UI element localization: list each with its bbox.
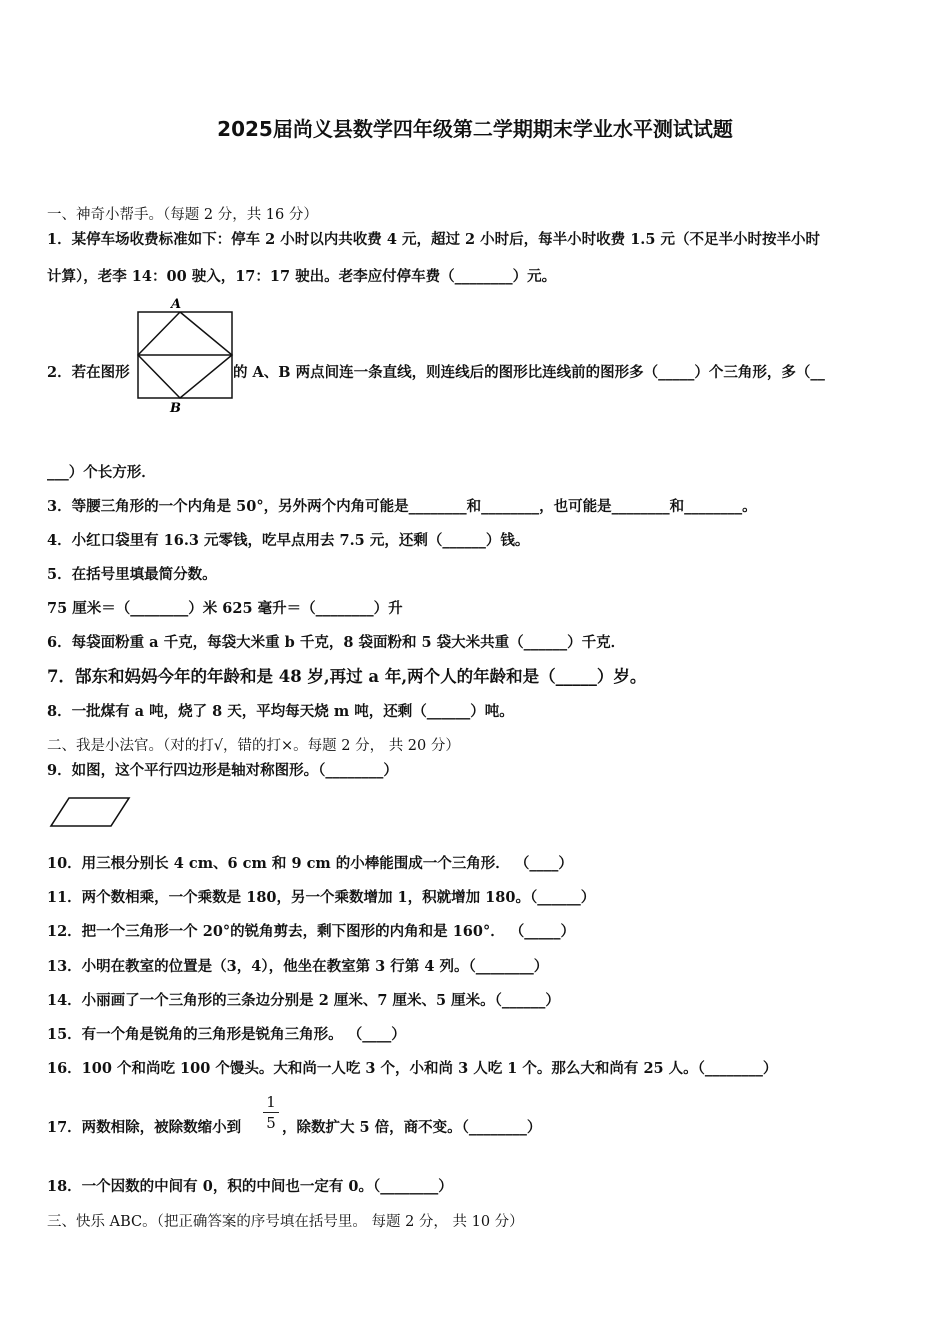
fraction-numerator: 1 [266,1093,276,1111]
parallelogram-figure [47,793,137,837]
question-2-line-2: ___）个长方形． [47,464,156,481]
fraction-one-fifth [263,1093,279,1132]
section-1-header: 一、神奇小帮手。（每题 2 分，共 16 分） [47,207,318,223]
question-5-sub: 75 厘米＝（________）米 625 毫升＝（________）升 [47,600,403,617]
question-12: 12．把一个三角形一个 20°的锐角剪去，剩下图形的内角和是 160°． （_____） [47,923,576,940]
question-2-prefix: 2．若在图形 [47,364,130,381]
question-5: 5．在括号里填最简分数。 [47,566,217,583]
question-14: 14．小丽画了一个三角形的三条边分别是 2 厘米、7 厘米、5 厘米。（______） [47,992,560,1009]
question-2-text: 的 A、B 两点间连一条直线，则连线后的图形比连线前的图形多（_____）个三角形，多（__ [233,364,825,381]
point-a-label: A [171,297,182,312]
rhombus-in-rectangle-figure [133,296,237,420]
question-4: 4．小红口袋里有 16.3 元零钱，吃早点用去 7.5 元，还剩（______）钱。 [47,532,530,549]
point-b-label: B [170,401,181,416]
section-2-header: 二、我是小法官。（对的打√，错的打×。每题 2 分， 共 20 分） [47,738,460,754]
question-13: 13．小明在教室的位置是（3，4），他坐在教室第 3 行第 4 列。（________） [47,958,549,975]
question-18: 18．一个因数的中间有 0，积的中间也一定有 0。（________） [47,1178,453,1195]
question-16: 16．100 个和尚吃 100 个馒头。大和尚一人吃 3 个，小和尚 3 人吃 1 个。那么大和尚有 25 人。（________） [47,1060,778,1077]
question-7: 7．郜东和妈妈今年的年龄和是 48 岁,再过 a 年,两个人的年龄和是（_____）岁。 [47,667,647,686]
question-17-prefix: 17．两数相除，被除数缩小到 [47,1119,242,1136]
question-15: 15．有一个角是锐角的三角形是锐角三角形。 （____） [47,1026,406,1043]
question-6: 6．每袋面粉重 a 千克，每袋大米重 b 千克，8 袋面粉和 5 袋大米共重（______）千克． [47,634,626,651]
question-10: 10．用三根分别长 4 cm、6 cm 和 9 cm 的小棒能围成一个三角形． （____） [47,855,573,872]
section-3-header: 三、快乐 ABC。（把正确答案的序号填在括号里。 每题 2 分， 共 10 分） [47,1214,524,1230]
question-9: 9．如图，这个平行四边形是轴对称图形。（________） [47,762,398,779]
fraction-bar [263,1112,279,1113]
question-1-line-2: 计算），老李 14：00 驶入，17：17 驶出。老李应付停车费（________）元。 [47,268,557,285]
fraction-denominator: 5 [266,1114,276,1132]
question-1-line-1: 1．某停车场收费标准如下：停车 2 小时以内共收费 4 元，超过 2 小时后，每半小时收费 1.5 元（不足半小时按半小时 [47,231,820,248]
question-11: 11．两个数相乘，一个乘数是 180，另一个乘数增加 1，积就增加 180。（______） [47,889,596,906]
question-17-text: ，除数扩大 5 倍，商不变。（________） [282,1119,542,1136]
question-8: 8．一批煤有 a 吨，烧了 8 天，平均每天烧 m 吨，还剩（______）吨。 [47,703,514,720]
question-3: 3．等腰三角形的一个内角是 50°，另外两个内角可能是________和________，也可能是________和________。 [47,498,757,515]
page-title: 2025届尚义县数学四年级第二学期期末学业水平测试试题 [217,117,733,141]
